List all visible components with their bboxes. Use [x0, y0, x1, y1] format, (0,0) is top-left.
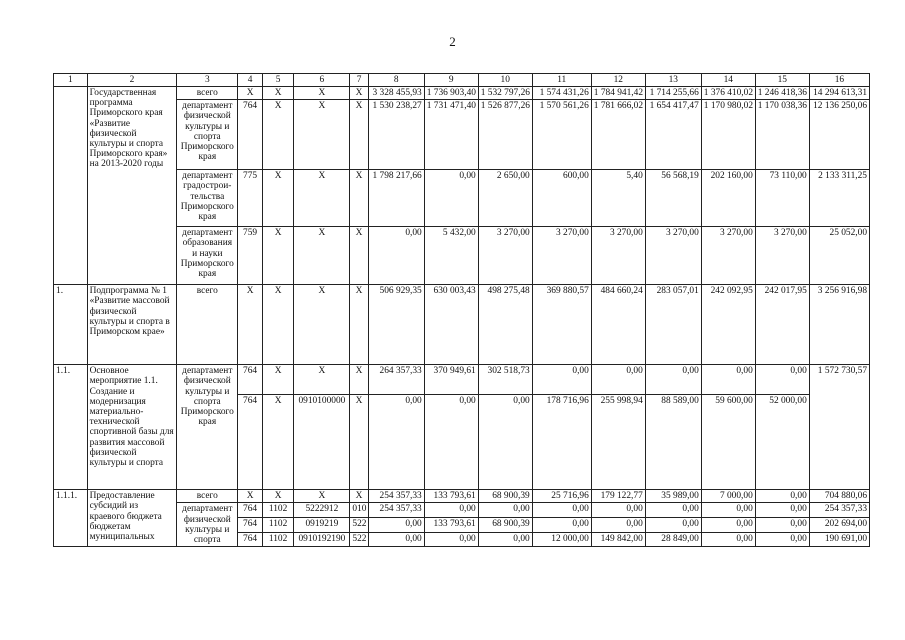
amount-cell: 3 270,00 — [645, 227, 701, 285]
code-cell: Х — [262, 395, 294, 490]
amount-cell: 0,00 — [701, 532, 755, 547]
amount-cell: 0,00 — [424, 503, 478, 518]
table-row — [54, 100, 870, 170]
amount-cell: 0,00 — [755, 365, 809, 395]
code-cell: Х — [262, 87, 294, 100]
amount-cell: 1 376 410,02 — [701, 87, 755, 100]
program-name: Предоставление субсидий из краевого бюджета бюджетам муниципальных — [87, 490, 177, 547]
amount-cell: 202 160,00 — [701, 170, 755, 227]
amount-cell: 369 880,57 — [532, 285, 591, 365]
amount-cell: 0,00 — [368, 532, 424, 547]
amount-cell: 0,00 — [755, 490, 809, 503]
code-cell: Х — [350, 227, 368, 285]
code-cell: Х — [262, 285, 294, 365]
code-cell: Х — [350, 365, 368, 395]
code-cell: Х — [262, 490, 294, 503]
code-cell: Х — [294, 490, 350, 503]
amount-cell: 370 949,61 — [424, 365, 478, 395]
header-cell: 7 — [350, 74, 368, 87]
code-cell: 764 — [238, 100, 262, 170]
amount-cell: 0,00 — [368, 395, 424, 490]
amount-cell: 25 716,96 — [532, 490, 591, 503]
amount-cell: 73 110,00 — [755, 170, 809, 227]
code-cell: Х — [294, 365, 350, 395]
code-cell: 764 — [238, 365, 262, 395]
code-cell: Х — [350, 395, 368, 490]
amount-cell: 0,00 — [424, 532, 478, 547]
header-cell: 2 — [87, 74, 177, 87]
header-cell: 5 — [262, 74, 294, 87]
amount-cell: 1 170 038,36 — [755, 100, 809, 170]
amount-cell: 0,00 — [755, 518, 809, 533]
amount-cell: 3 328 455,93 — [368, 87, 424, 100]
amount-cell: 1 714 255,66 — [645, 87, 701, 100]
code-cell: Х — [262, 227, 294, 285]
amount-cell: 0,00 — [645, 365, 701, 395]
executor-cell: департамент физической культуры и спорта Приморского края — [177, 365, 238, 490]
row-number — [54, 87, 88, 285]
amount-cell: 1 170 980,02 — [701, 100, 755, 170]
code-cell: 522 — [350, 532, 368, 547]
executor-cell: всего — [177, 285, 238, 365]
header-cell: 11 — [532, 74, 591, 87]
code-cell: Х — [262, 170, 294, 227]
amount-cell: 0,00 — [701, 518, 755, 533]
amount-cell: 52 000,00 — [755, 395, 809, 490]
code-cell: 0910192190 — [294, 532, 350, 547]
amount-cell: 242 092,95 — [701, 285, 755, 365]
amount-cell: 0,00 — [755, 503, 809, 518]
amount-cell: 56 568,19 — [645, 170, 701, 227]
code-cell: Х — [262, 100, 294, 170]
table-row — [54, 285, 870, 365]
amount-cell: 3 256 916,98 — [809, 285, 869, 365]
header-cell: 16 — [809, 74, 869, 87]
executor-cell: департамент градострои-тельства Приморского края — [177, 170, 238, 227]
code-cell: Х — [350, 100, 368, 170]
header-cell: 3 — [177, 74, 238, 87]
amount-cell: 12 000,00 — [532, 532, 591, 547]
code-cell: Х — [294, 285, 350, 365]
amount-cell: 0,00 — [701, 365, 755, 395]
code-cell: 759 — [238, 227, 262, 285]
program-name: Подпрограмма № 1 «Развитие массовой физической культуры и спорта в Приморском крае» — [87, 285, 177, 365]
amount-cell: 0,00 — [424, 395, 478, 490]
header-cell: 12 — [591, 74, 645, 87]
amount-cell: 630 003,43 — [424, 285, 478, 365]
table-row — [54, 87, 870, 100]
executor-cell: департамент физической культуры и спорта — [177, 503, 238, 547]
total-cell: 1 572 730,57 — [809, 365, 869, 490]
program-name: Основное мероприятие 1.1. Создание и модернизация материально-технической спортивной базы для развития массовой физической культуры и спорта — [87, 365, 177, 490]
amount-cell: 0,00 — [645, 503, 701, 518]
amount-cell: 3 270,00 — [532, 227, 591, 285]
code-cell: Х — [238, 490, 262, 503]
code-cell: Х — [238, 87, 262, 100]
amount-cell: 3 270,00 — [591, 227, 645, 285]
amount-cell: 14 294 613,31 — [809, 87, 869, 100]
amount-cell: 202 694,00 — [809, 518, 869, 533]
amount-cell: 484 660,24 — [591, 285, 645, 365]
executor-cell: всего — [177, 490, 238, 503]
amount-cell: 1 798 217,66 — [368, 170, 424, 227]
code-cell: 764 — [238, 518, 262, 533]
amount-cell: 12 136 250,06 — [809, 100, 869, 170]
amount-cell: 0,00 — [532, 503, 591, 518]
amount-cell: 254 357,33 — [368, 503, 424, 518]
program-name: Государственная программа Приморского края «Развитие физической культуры и спорта Приморского края» на 2013-2020 годы — [87, 87, 177, 285]
table-row — [54, 170, 870, 227]
amount-cell: 35 989,00 — [645, 490, 701, 503]
code-cell: 1102 — [262, 518, 294, 533]
amount-cell: 3 270,00 — [478, 227, 532, 285]
code-cell: 764 — [238, 503, 262, 518]
amount-cell: 1 570 561,26 — [532, 100, 591, 170]
executor-cell: всего — [177, 87, 238, 100]
amount-cell: 506 929,35 — [368, 285, 424, 365]
amount-cell: 0,00 — [591, 518, 645, 533]
code-cell: 764 — [238, 395, 262, 490]
header-cell: 8 — [368, 74, 424, 87]
row-number: 1.1.1. — [54, 490, 88, 547]
code-cell: Х — [350, 87, 368, 100]
code-cell: 010 — [350, 503, 368, 518]
header-cell: 14 — [701, 74, 755, 87]
code-cell: 1102 — [262, 532, 294, 547]
table-row — [54, 227, 870, 285]
amount-cell: 1 784 941,42 — [591, 87, 645, 100]
amount-cell: 0,00 — [424, 170, 478, 227]
amount-cell: 0,00 — [701, 503, 755, 518]
header-cell: 10 — [478, 74, 532, 87]
table-row — [54, 490, 870, 503]
amount-cell: 0,00 — [591, 503, 645, 518]
amount-cell: 302 518,73 — [478, 365, 532, 395]
code-cell: 0910100000 — [294, 395, 350, 490]
code-cell: Х — [294, 170, 350, 227]
amount-cell: 0,00 — [478, 532, 532, 547]
code-cell: Х — [238, 285, 262, 365]
amount-cell: 28 849,00 — [645, 532, 701, 547]
amount-cell: 133 793,61 — [424, 518, 478, 533]
amount-cell: 25 052,00 — [809, 227, 869, 285]
amount-cell: 0,00 — [368, 518, 424, 533]
code-cell: Х — [350, 285, 368, 365]
code-cell: 0919219 — [294, 518, 350, 533]
amount-cell: 498 275,48 — [478, 285, 532, 365]
amount-cell: 179 122,77 — [591, 490, 645, 503]
amount-cell: 88 589,00 — [645, 395, 701, 490]
header-cell: 15 — [755, 74, 809, 87]
amount-cell: 600,00 — [532, 170, 591, 227]
header-row — [54, 74, 870, 87]
code-cell: Х — [294, 100, 350, 170]
amount-cell: 1 781 666,02 — [591, 100, 645, 170]
header-cell: 6 — [294, 74, 350, 87]
amount-cell: 0,00 — [368, 227, 424, 285]
amount-cell: 1 736 903,40 — [424, 87, 478, 100]
code-cell: Х — [350, 170, 368, 227]
page-number: 2 — [449, 34, 456, 49]
amount-cell: 1 526 877,26 — [478, 100, 532, 170]
amount-cell: 255 998,94 — [591, 395, 645, 490]
row-number: 1.1. — [54, 365, 88, 490]
amount-cell: 1 532 797,26 — [478, 87, 532, 100]
code-cell: 764 — [238, 532, 262, 547]
table-row — [54, 365, 870, 395]
amount-cell: 59 600,00 — [701, 395, 755, 490]
header-cell: 13 — [645, 74, 701, 87]
code-cell: Х — [294, 227, 350, 285]
code-cell: 775 — [238, 170, 262, 227]
amount-cell: 0,00 — [478, 503, 532, 518]
amount-cell: 0,00 — [478, 395, 532, 490]
amount-cell: 0,00 — [591, 365, 645, 395]
amount-cell: 5 432,00 — [424, 227, 478, 285]
amount-cell: 190 691,00 — [809, 532, 869, 547]
executor-cell: департамент образования и науки Приморского края — [177, 227, 238, 285]
amount-cell: 1 246 418,36 — [755, 87, 809, 100]
amount-cell: 133 793,61 — [424, 490, 478, 503]
amount-cell: 149 842,00 — [591, 532, 645, 547]
amount-cell: 3 270,00 — [701, 227, 755, 285]
amount-cell: 704 880,06 — [809, 490, 869, 503]
header-cell: 9 — [424, 74, 478, 87]
amount-cell: 254 357,33 — [809, 503, 869, 518]
header-cell: 1 — [54, 74, 88, 87]
amount-cell: 0,00 — [532, 518, 591, 533]
amount-cell: 1 574 431,26 — [532, 87, 591, 100]
amount-cell: 283 057,01 — [645, 285, 701, 365]
amount-cell: 178 716,96 — [532, 395, 591, 490]
amount-cell: 264 357,33 — [368, 365, 424, 395]
code-cell: Х — [294, 87, 350, 100]
amount-cell: 5,40 — [591, 170, 645, 227]
executor-cell: департамент физической культуры и спорта Приморского края — [177, 100, 238, 170]
amount-cell: 254 357,33 — [368, 490, 424, 503]
header-cell: 4 — [238, 74, 262, 87]
amount-cell: 0,00 — [755, 532, 809, 547]
table-row — [54, 503, 870, 518]
code-cell: Х — [262, 365, 294, 395]
code-cell: 522 — [350, 518, 368, 533]
amount-cell: 2 133 311,25 — [809, 170, 869, 227]
code-cell: Х — [350, 490, 368, 503]
amount-cell: 0,00 — [532, 365, 591, 395]
amount-cell: 0,00 — [645, 518, 701, 533]
amount-cell: 242 017,95 — [755, 285, 809, 365]
amount-cell: 7 000,00 — [701, 490, 755, 503]
amount-cell: 2 650,00 — [478, 170, 532, 227]
amount-cell: 68 900,39 — [478, 518, 532, 533]
row-number: 1. — [54, 285, 88, 365]
amount-cell: 1 731 471,40 — [424, 100, 478, 170]
code-cell: 1102 — [262, 503, 294, 518]
amount-cell: 68 900,39 — [478, 490, 532, 503]
amount-cell: 1 530 238,27 — [368, 100, 424, 170]
amount-cell: 3 270,00 — [755, 227, 809, 285]
code-cell: 5222912 — [294, 503, 350, 518]
budget-table — [53, 73, 870, 547]
amount-cell: 1 654 417,47 — [645, 100, 701, 170]
